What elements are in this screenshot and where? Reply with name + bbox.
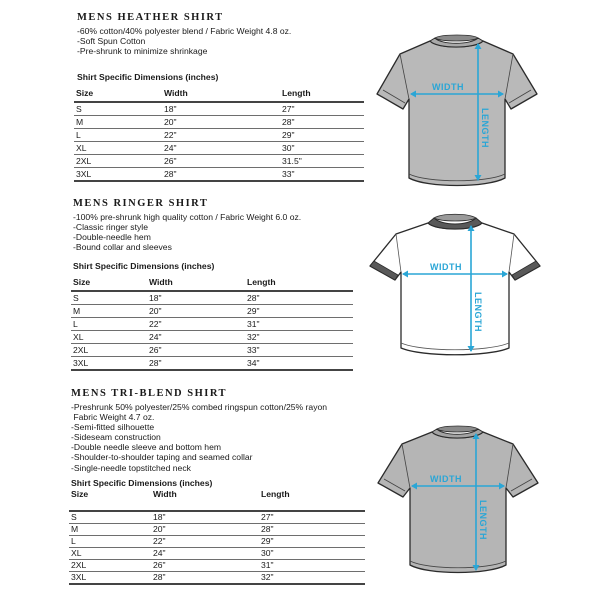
shirt-neck-inner xyxy=(437,426,478,432)
cell-size: XL xyxy=(73,331,84,342)
cell-length: 30" xyxy=(261,548,274,558)
cell-width: 24" xyxy=(149,331,162,342)
cell-width: 20" xyxy=(164,116,177,127)
cell-length: 32" xyxy=(261,572,274,583)
header-width: Width xyxy=(149,277,173,287)
cell-width: 20" xyxy=(149,305,162,316)
spec-item: Fabric Weight 4.7 oz. xyxy=(71,412,155,423)
cell-width: 24" xyxy=(153,548,166,558)
tri-blend-shirt-illustration xyxy=(376,420,541,585)
cell-length: 27" xyxy=(282,103,295,114)
spec-item: -Bound collar and sleeves xyxy=(73,242,172,253)
cell-width: 26" xyxy=(153,560,166,570)
section-title: MENS HEATHER SHIRT xyxy=(77,12,224,23)
dimensions-title: Shirt Specific Dimensions (inches) xyxy=(77,72,219,82)
header-length: Length xyxy=(282,88,311,98)
ringer-shirt-illustration xyxy=(368,212,543,362)
cell-size: 2XL xyxy=(76,155,92,166)
cell-length: 27" xyxy=(261,512,274,523)
cell-length: 31" xyxy=(247,318,260,329)
spec-item: -Single-needle topstitched neck xyxy=(71,462,191,473)
spec-list xyxy=(73,212,301,252)
cell-width: 28" xyxy=(153,572,166,583)
heather-shirt-section xyxy=(0,0,600,195)
cell-width: 22" xyxy=(164,129,177,140)
heather-shirt-illustration xyxy=(375,30,540,200)
dimensions-title: Shirt Specific Dimensions (inches) xyxy=(71,478,213,488)
header-size: Size xyxy=(71,489,89,499)
cell-width: 18" xyxy=(164,103,177,114)
header-width: Width xyxy=(153,489,177,499)
cell-width: 24" xyxy=(164,142,177,153)
cell-width: 18" xyxy=(153,512,166,523)
cell-size: L xyxy=(76,129,81,140)
dimensions-table xyxy=(69,487,365,585)
cell-length: 31.5" xyxy=(282,155,302,166)
width-label: WIDTH xyxy=(430,262,462,272)
shirt-neck-inner xyxy=(434,214,476,221)
cell-length: 33" xyxy=(247,344,260,355)
header-length: Length xyxy=(247,277,276,287)
cell-size: 3XL xyxy=(76,168,92,179)
cell-size: L xyxy=(71,536,76,546)
spec-item: -Semi-fitted silhouette xyxy=(71,422,155,433)
cell-width: 28" xyxy=(164,168,177,179)
cell-width: 18" xyxy=(149,292,162,303)
cell-size: M xyxy=(71,524,79,534)
cell-width: 26" xyxy=(164,155,177,166)
cell-size: 3XL xyxy=(71,572,87,583)
length-label: LENGTH xyxy=(480,108,490,148)
header-size: Size xyxy=(73,277,91,287)
cell-size: 2XL xyxy=(73,344,89,355)
dimensions-title: Shirt Specific Dimensions (inches) xyxy=(73,261,215,271)
cell-length: 28" xyxy=(247,292,260,303)
cell-size: XL xyxy=(76,142,87,153)
cell-size: S xyxy=(73,292,79,303)
spec-list xyxy=(77,26,291,56)
cell-size: L xyxy=(73,318,78,329)
cell-length: 33" xyxy=(282,168,295,179)
cell-size: 3XL xyxy=(73,357,89,368)
cell-size: M xyxy=(76,116,84,127)
spec-list xyxy=(71,402,327,473)
cell-width: 26" xyxy=(149,344,162,355)
tri-blend-shirt-section xyxy=(0,385,600,600)
spec-item: -Double-needle hem xyxy=(73,232,151,243)
cell-width: 22" xyxy=(149,318,162,329)
cell-length: 34" xyxy=(247,357,260,368)
length-label: LENGTH xyxy=(473,292,483,332)
shirt-body xyxy=(377,41,537,186)
cell-width: 22" xyxy=(153,536,166,546)
cell-size: S xyxy=(71,512,77,523)
cell-length: 29" xyxy=(282,129,295,140)
table-spacer-row xyxy=(69,501,365,511)
spec-item: -Soft Spun Cotton xyxy=(77,36,146,47)
spec-item: -100% pre-shrunk high quality cotton / Fabric Weight 6.0 oz. xyxy=(73,212,302,222)
spec-item: -Preshrunk 50% polyester/25% combed ringspun cotton/25% rayon xyxy=(71,402,328,412)
header-width: Width xyxy=(164,88,188,98)
cell-length: 28" xyxy=(282,116,295,127)
section-title: MENS TRI-BLEND SHIRT xyxy=(71,388,228,399)
shirt-neck-inner xyxy=(435,35,478,41)
length-label: LENGTH xyxy=(478,500,488,540)
cell-size: S xyxy=(76,103,82,114)
width-label: WIDTH xyxy=(430,474,462,484)
cell-length: 31" xyxy=(261,560,274,570)
cell-size: M xyxy=(73,305,81,316)
dimensions-table xyxy=(71,274,353,371)
shirt-body xyxy=(378,432,538,573)
shirt-body xyxy=(370,223,540,355)
cell-size: XL xyxy=(71,548,82,558)
cell-width: 28" xyxy=(149,357,162,368)
cell-length: 32" xyxy=(247,331,260,342)
spec-item: -60% cotton/40% polyester blend / Fabric Weight 4.8 oz. xyxy=(77,26,292,36)
spec-item: -Sideseam construction xyxy=(71,432,161,443)
cell-length: 28" xyxy=(261,524,274,534)
spec-item: -Pre-shrunk to minimize shrinkage xyxy=(77,46,208,57)
spec-item: -Double needle sleeve and bottom hem xyxy=(71,442,222,453)
spec-item: -Classic ringer style xyxy=(73,222,148,233)
header-length: Length xyxy=(261,489,290,499)
cell-length: 30" xyxy=(282,142,295,153)
ringer-shirt-section xyxy=(0,195,600,385)
cell-size: 2XL xyxy=(71,560,87,570)
cell-length: 29" xyxy=(261,536,274,546)
dimensions-table xyxy=(74,85,364,182)
cell-width: 20" xyxy=(153,524,166,534)
section-title: MENS RINGER SHIRT xyxy=(73,198,209,209)
cell-length: 29" xyxy=(247,305,260,316)
width-label: WIDTH xyxy=(432,82,464,92)
header-size: Size xyxy=(76,88,94,98)
spec-item: -Shoulder-to-shoulder taping and seamed collar xyxy=(71,452,253,463)
